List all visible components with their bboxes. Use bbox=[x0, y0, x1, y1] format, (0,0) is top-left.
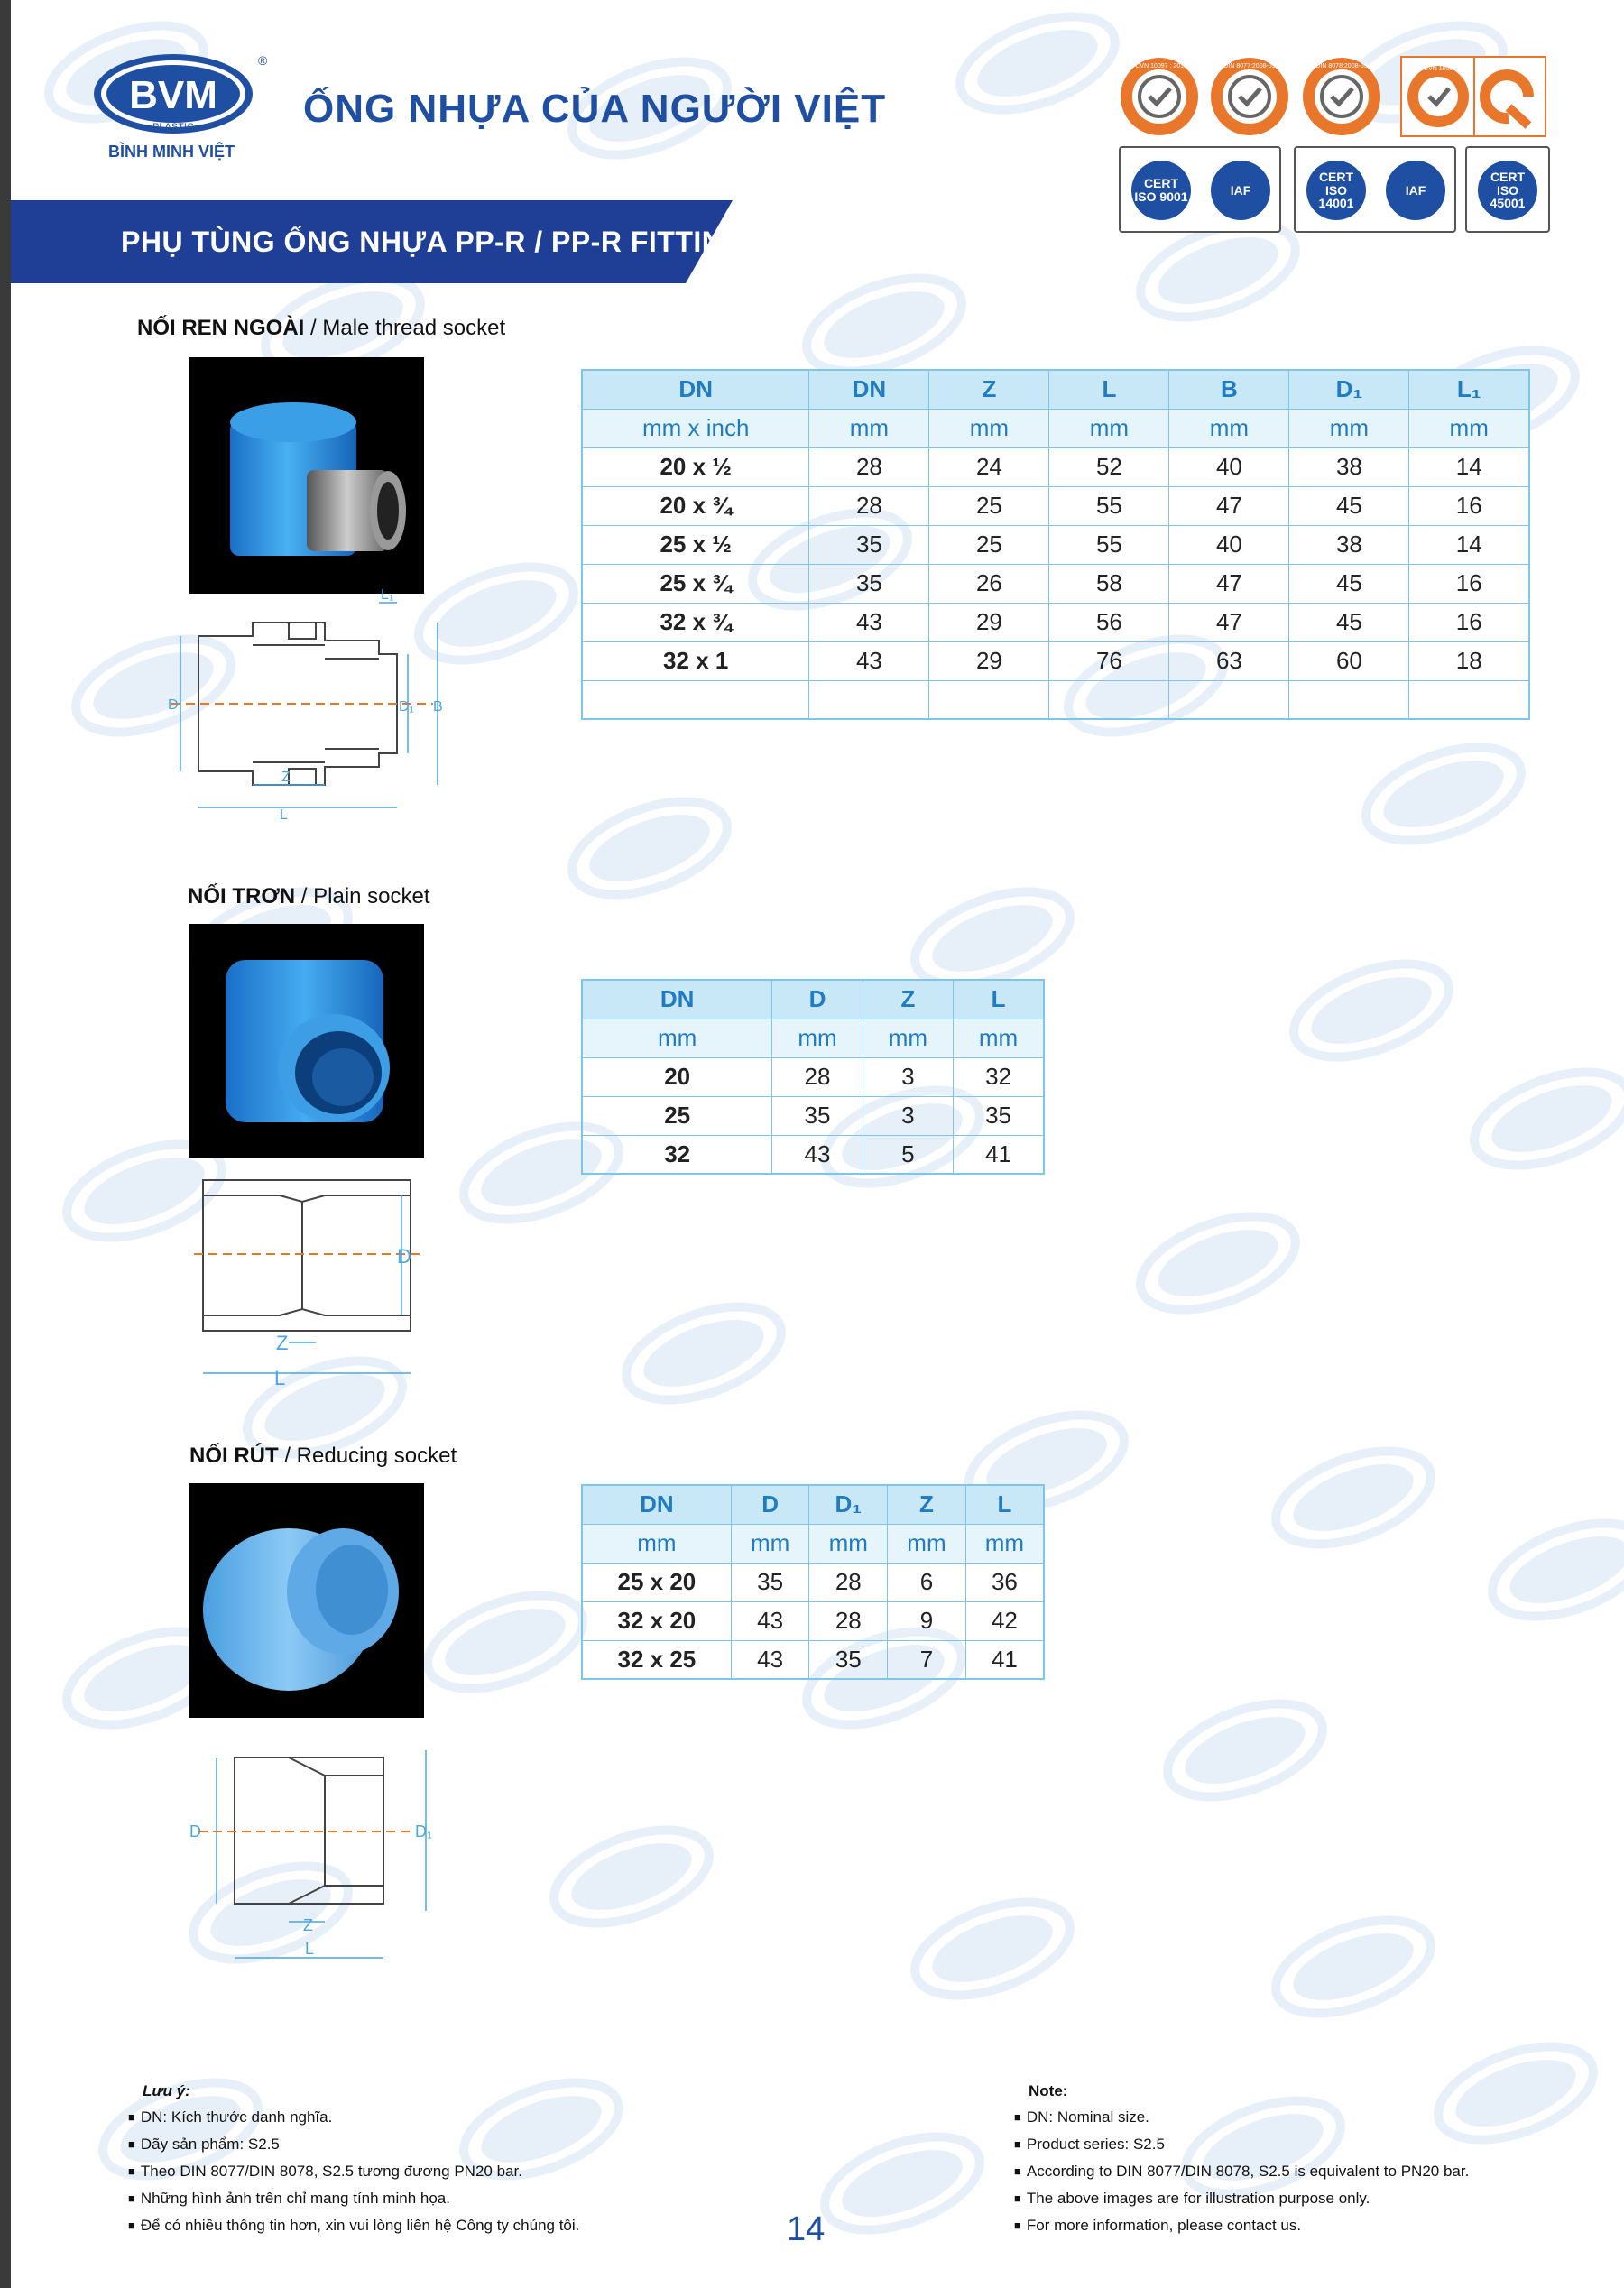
table-cell: 45 bbox=[1289, 564, 1409, 603]
table-row bbox=[582, 603, 1529, 641]
table-cell bbox=[929, 680, 1049, 719]
table-cell: 3 bbox=[863, 1057, 953, 1096]
table-cell: 5 bbox=[863, 1135, 953, 1174]
table-cell: 32 x 25 bbox=[582, 1640, 731, 1679]
table-cell: 63 bbox=[1169, 641, 1289, 680]
table-cell: mm bbox=[809, 409, 929, 447]
cert-orange-text: TCVN 10097 bbox=[1419, 66, 1457, 72]
plain-socket-title-vi: NỐI TRƠN bbox=[188, 884, 296, 909]
table-header-row bbox=[582, 1485, 1044, 1524]
table-cell: 40 bbox=[1169, 525, 1289, 564]
watermark-logo-icon bbox=[415, 1588, 595, 1696]
table-cell: 20 x ½ bbox=[582, 447, 809, 486]
table-cell: 9 bbox=[888, 1601, 966, 1640]
table-cell: DN bbox=[582, 1485, 731, 1524]
table-header-row bbox=[582, 980, 1044, 1019]
logo-text: BVM bbox=[129, 73, 217, 117]
cert-orange-badge-icon bbox=[1301, 56, 1382, 137]
dim-B: B bbox=[433, 699, 443, 715]
watermark-logo-icon bbox=[902, 884, 1083, 992]
note-item: ■ Dãy sản phẩm: S2.5 bbox=[128, 2131, 579, 2158]
table-cell: L bbox=[954, 980, 1044, 1019]
watermark-logo-icon bbox=[1263, 1444, 1444, 1552]
table-cell: mm bbox=[1169, 409, 1289, 447]
table-cell: 25 bbox=[929, 486, 1049, 525]
watermark-logo-icon bbox=[947, 9, 1128, 117]
dim-Z: Z bbox=[281, 770, 291, 785]
table-cell: mm bbox=[1289, 409, 1409, 447]
table-cell: Z bbox=[929, 370, 1049, 409]
table-cell: 47 bbox=[1169, 486, 1289, 525]
iso-cert-icon: CERT ISO 45001 bbox=[1478, 161, 1537, 220]
page-number: 14 bbox=[787, 2210, 826, 2248]
iso-cert-icon: CERT ISO 14001 bbox=[1306, 161, 1366, 220]
male-thread-title-vi: NỐI REN NGOÀI bbox=[137, 316, 305, 340]
watermark-logo-icon bbox=[1281, 956, 1462, 1065]
table-cell: 32 x 1 bbox=[582, 641, 809, 680]
table-cell: mm bbox=[772, 1019, 863, 1057]
table-cell: mm bbox=[888, 1524, 966, 1563]
table-cell: L bbox=[965, 1485, 1044, 1524]
reducing-socket-photo bbox=[189, 1483, 424, 1718]
table-cell: 40 bbox=[1169, 447, 1289, 486]
table-cell: D₁ bbox=[1289, 370, 1409, 409]
table-row bbox=[582, 1096, 1044, 1135]
watermark-logo-icon bbox=[1480, 1516, 1624, 1624]
table-cell: 43 bbox=[772, 1135, 863, 1174]
table-row bbox=[582, 641, 1529, 680]
dim-Z: Z bbox=[303, 1916, 313, 1934]
left-edge-strip bbox=[0, 0, 11, 2288]
table-cell bbox=[1289, 680, 1409, 719]
table-cell: 41 bbox=[965, 1640, 1044, 1679]
cert-iso-box bbox=[1294, 146, 1456, 233]
table-cell: 29 bbox=[929, 641, 1049, 680]
table-cell: 35 bbox=[954, 1096, 1044, 1135]
table-cell: 43 bbox=[731, 1640, 809, 1679]
note-item: ■ Theo DIN 8077/DIN 8078, S2.5 tương đương PN20 bar. bbox=[128, 2158, 579, 2185]
plain-socket-title bbox=[188, 884, 430, 909]
table-row bbox=[582, 1601, 1044, 1640]
table-cell: 25 bbox=[929, 525, 1049, 564]
table-cell: B bbox=[1169, 370, 1289, 409]
table-cell: 3 bbox=[863, 1096, 953, 1135]
table-cell: mm bbox=[1049, 409, 1169, 447]
table-cell: 24 bbox=[929, 447, 1049, 486]
logo-plastic-text: PLASTIC bbox=[152, 122, 194, 133]
table-cell: mm bbox=[954, 1019, 1044, 1057]
banner-title: PHỤ TÙNG ỐNG NHỰA PP-R / PP-R FITTINGS bbox=[121, 226, 766, 258]
table-cell: 38 bbox=[1289, 447, 1409, 486]
note-item: ■ Để có nhiều thông tin hơn, xin vui lòng liên hệ Công ty chúng tôi. bbox=[128, 2212, 579, 2239]
notes-vi-list bbox=[128, 2104, 579, 2239]
note-item: ■ For more information, please contact us. bbox=[1014, 2212, 1469, 2239]
table-unit-row bbox=[582, 1524, 1044, 1563]
table-cell: 32 x 20 bbox=[582, 1601, 731, 1640]
table-row bbox=[582, 1640, 1044, 1679]
table-cell: 20 bbox=[582, 1057, 772, 1096]
table-cell: DN bbox=[809, 370, 929, 409]
plain-socket-title-en: / Plain socket bbox=[295, 884, 430, 909]
table-cell: Z bbox=[888, 1485, 966, 1524]
table-cell: 35 bbox=[809, 1640, 888, 1679]
notes-vi-heading: Lưu ý: bbox=[143, 2082, 190, 2099]
watermark-logo-icon bbox=[1462, 1065, 1624, 1173]
watermark-logo-icon bbox=[902, 1895, 1083, 2003]
reducing-socket-title-en: / Reducing socket bbox=[278, 1444, 457, 1468]
cert-orange-text: TCVN 10097 : 2013 bbox=[1131, 63, 1187, 69]
iso-cert-icon: CERT ISO 9001 bbox=[1131, 161, 1191, 220]
table-cell: mm x inch bbox=[582, 409, 809, 447]
cert-q-badge bbox=[1400, 56, 1546, 137]
iso-cert-icon: IAF bbox=[1211, 161, 1270, 220]
watermark-logo-icon bbox=[1263, 1913, 1444, 2021]
table-cell: 14 bbox=[1409, 447, 1529, 486]
table-cell: 26 bbox=[929, 564, 1049, 603]
brand-name: BÌNH MINH VIỆT bbox=[108, 143, 235, 161]
table-cell: D₁ bbox=[809, 1485, 888, 1524]
table-cell: 47 bbox=[1169, 564, 1289, 603]
table-cell bbox=[1409, 680, 1529, 719]
table-cell: 35 bbox=[731, 1563, 809, 1601]
dim-L: L bbox=[305, 1940, 315, 1958]
male-thread-drawing bbox=[162, 586, 451, 821]
reducing-socket-title-vi: NỐI RÚT bbox=[189, 1444, 279, 1468]
table-cell: 52 bbox=[1049, 447, 1169, 486]
note-item: ■ The above images are for illustration purpose only. bbox=[1014, 2185, 1469, 2212]
table-header-row bbox=[582, 370, 1529, 409]
table-cell: 18 bbox=[1409, 641, 1529, 680]
table-cell: 47 bbox=[1169, 603, 1289, 641]
table-cell bbox=[582, 680, 809, 719]
note-item: ■ According to DIN 8077/DIN 8078, S2.5 is equivalent to PN20 bar. bbox=[1014, 2158, 1469, 2185]
table-row bbox=[582, 447, 1529, 486]
table-cell: 28 bbox=[809, 1601, 888, 1640]
dim-D: D bbox=[168, 697, 179, 713]
watermark-logo-icon bbox=[1353, 740, 1534, 848]
table-cell: 28 bbox=[809, 447, 929, 486]
table-cell: 7 bbox=[888, 1640, 966, 1679]
table-cell: Z bbox=[863, 980, 953, 1019]
table-unit-row bbox=[582, 1019, 1044, 1057]
table-cell: mm bbox=[809, 1524, 888, 1563]
table-cell: 45 bbox=[1289, 486, 1409, 525]
svg-text:®: ® bbox=[258, 53, 268, 68]
male-thread-title-en: / Male thread socket bbox=[304, 316, 506, 340]
table-cell: DN bbox=[582, 980, 772, 1019]
plain-socket-photo bbox=[189, 924, 424, 1158]
watermark-logo-icon bbox=[794, 271, 974, 379]
table-cell: 43 bbox=[809, 603, 929, 641]
cert-iso-box bbox=[1119, 146, 1281, 233]
table-cell: 20 x ¾ bbox=[582, 486, 809, 525]
table-cell: 43 bbox=[731, 1601, 809, 1640]
slogan: ỐNG NHỰA CỦA NGƯỜI VIỆT bbox=[303, 87, 887, 131]
table-cell: 43 bbox=[809, 641, 929, 680]
table-cell: L bbox=[1049, 370, 1169, 409]
watermark-logo-icon bbox=[812, 2129, 992, 2237]
table-cell: mm bbox=[582, 1524, 731, 1563]
table-cell: mm bbox=[929, 409, 1049, 447]
table-cell: 6 bbox=[888, 1563, 966, 1601]
reducing-socket-title bbox=[189, 1444, 457, 1469]
cert-orange-badge-icon bbox=[1119, 56, 1200, 137]
table-cell: mm bbox=[1409, 409, 1529, 447]
dim-Z: Z bbox=[276, 1332, 289, 1354]
table-row bbox=[582, 486, 1529, 525]
table-cell: 60 bbox=[1289, 641, 1409, 680]
table-cell: 14 bbox=[1409, 525, 1529, 564]
table-cell: 36 bbox=[965, 1563, 1044, 1601]
cert-orange-text: DIN 8077:2008-09 bbox=[1223, 63, 1276, 69]
table-cell: 55 bbox=[1049, 525, 1169, 564]
iso-cert-icon: IAF bbox=[1386, 161, 1445, 220]
table-cell: 28 bbox=[809, 1563, 888, 1601]
table-cell: 35 bbox=[809, 525, 929, 564]
watermark-logo-icon bbox=[614, 1299, 794, 1407]
table-cell: 41 bbox=[954, 1135, 1044, 1174]
male-thread-photo bbox=[189, 357, 424, 594]
watermark-logo-icon bbox=[1128, 217, 1308, 325]
reducing-socket-drawing bbox=[189, 1750, 460, 1967]
note-item: ■ DN: Nominal size. bbox=[1014, 2104, 1469, 2131]
reducing-socket-table bbox=[581, 1484, 1045, 1680]
table-row bbox=[582, 1135, 1044, 1174]
table-cell: 25 bbox=[582, 1096, 772, 1135]
dim-L: L bbox=[274, 1367, 286, 1389]
table-cell: mm bbox=[965, 1524, 1044, 1563]
table-cell bbox=[809, 680, 929, 719]
table-unit-row bbox=[582, 409, 1529, 447]
table-cell: 16 bbox=[1409, 564, 1529, 603]
note-item: ■ Product series: S2.5 bbox=[1014, 2131, 1469, 2158]
table-cell: 38 bbox=[1289, 525, 1409, 564]
table-cell: 25 x 20 bbox=[582, 1563, 731, 1601]
table-cell: 28 bbox=[772, 1057, 863, 1096]
table-cell: mm bbox=[863, 1019, 953, 1057]
table-cell: 32 bbox=[954, 1057, 1044, 1096]
table-cell bbox=[1049, 680, 1169, 719]
table-cell: 35 bbox=[772, 1096, 863, 1135]
male-thread-title bbox=[137, 316, 505, 341]
table-cell: 76 bbox=[1049, 641, 1169, 680]
table-row bbox=[582, 564, 1529, 603]
dim-D: D bbox=[397, 1245, 411, 1268]
watermark-logo-icon bbox=[1128, 1209, 1308, 1317]
table-cell: 58 bbox=[1049, 564, 1169, 603]
table-cell bbox=[1169, 680, 1289, 719]
table-cell: D bbox=[772, 980, 863, 1019]
note-item: ■ Những hình ảnh trên chỉ mang tính minh họa. bbox=[128, 2185, 579, 2212]
watermark-logo-icon bbox=[541, 1822, 722, 1931]
table-cell: D bbox=[731, 1485, 809, 1524]
table-cell: mm bbox=[731, 1524, 809, 1563]
plain-socket-table bbox=[581, 979, 1045, 1175]
table-cell: DN bbox=[582, 370, 809, 409]
table-cell: 32 bbox=[582, 1135, 772, 1174]
notes-en-heading: Note: bbox=[1029, 2082, 1068, 2099]
table-row bbox=[582, 525, 1529, 564]
notes-en-list bbox=[1014, 2104, 1469, 2239]
table-cell: L₁ bbox=[1409, 370, 1529, 409]
table-cell: 42 bbox=[965, 1601, 1044, 1640]
table-cell: 35 bbox=[809, 564, 929, 603]
table-cell: 32 x ¾ bbox=[582, 603, 809, 641]
plain-socket-drawing bbox=[189, 1173, 460, 1389]
table-cell: 16 bbox=[1409, 603, 1529, 641]
table-cell: 16 bbox=[1409, 486, 1529, 525]
note-item: ■ DN: Kích thước danh nghĩa. bbox=[128, 2104, 579, 2131]
male-thread-table bbox=[581, 369, 1530, 720]
table-row bbox=[582, 1563, 1044, 1601]
table-cell: 25 x ½ bbox=[582, 525, 809, 564]
watermark-logo-icon bbox=[1155, 1696, 1335, 1804]
table-cell: 45 bbox=[1289, 603, 1409, 641]
table-cell: 25 x ¾ bbox=[582, 564, 809, 603]
cert-iso-box bbox=[1465, 146, 1550, 233]
watermark-logo-icon bbox=[559, 794, 740, 902]
table-row bbox=[582, 1057, 1044, 1096]
table-cell: 55 bbox=[1049, 486, 1169, 525]
table-cell: 56 bbox=[1049, 603, 1169, 641]
dim-L1: L₁ bbox=[381, 587, 394, 603]
table-row bbox=[582, 680, 1529, 719]
cert-orange-text: DIN 8078:2008-09 bbox=[1315, 63, 1368, 69]
dim-D1: D₁ bbox=[399, 699, 414, 715]
dim-D: D bbox=[189, 1822, 201, 1841]
table-cell: 28 bbox=[809, 486, 929, 525]
table-cell: 29 bbox=[929, 603, 1049, 641]
cert-orange-badge-icon bbox=[1209, 56, 1290, 137]
dim-L: L bbox=[280, 807, 288, 821]
table-cell: mm bbox=[582, 1019, 772, 1057]
dim-D1: D₁ bbox=[415, 1822, 433, 1841]
